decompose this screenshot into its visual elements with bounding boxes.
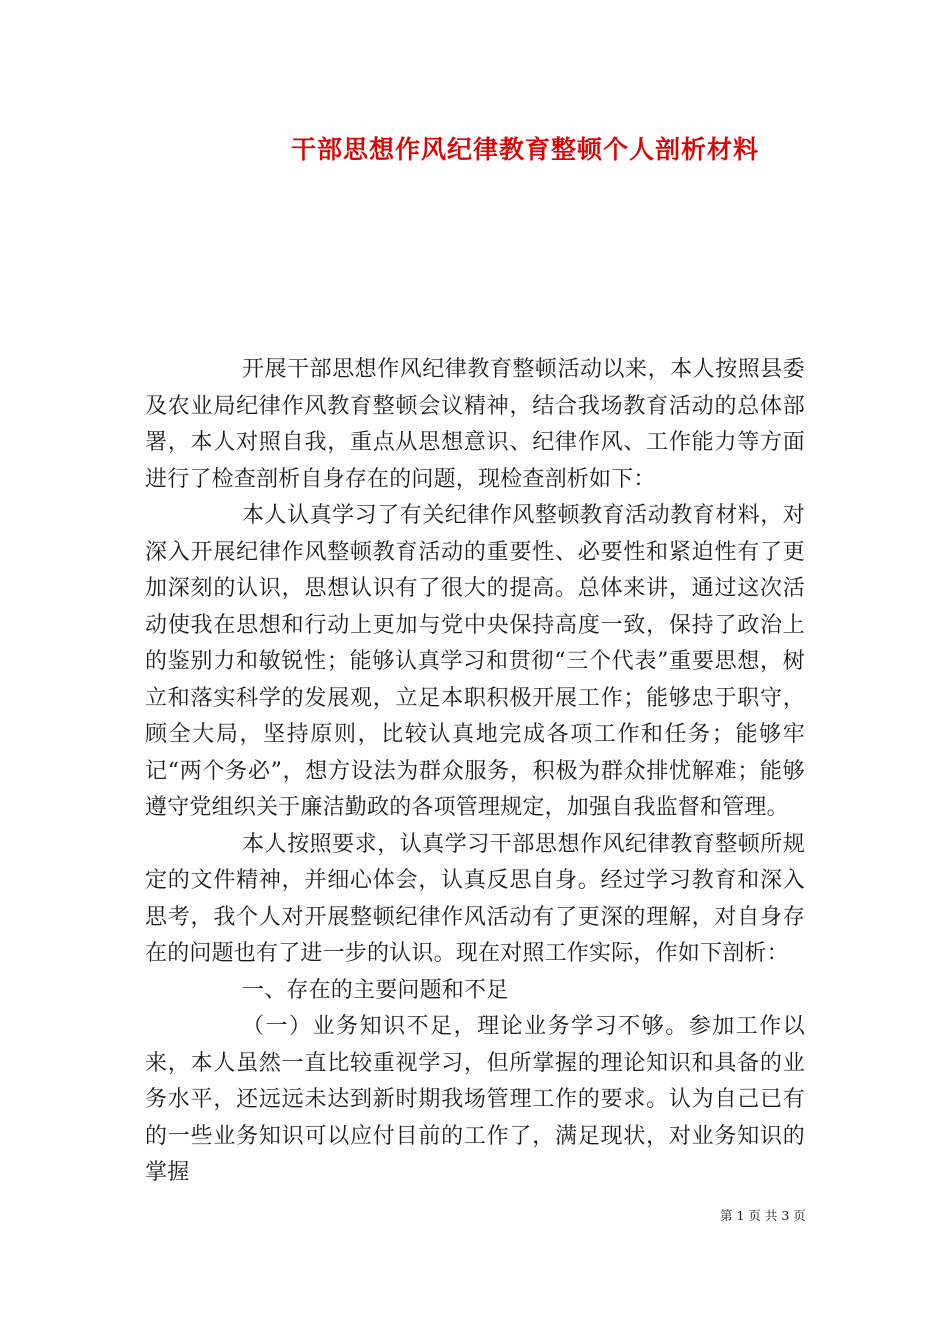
section-heading-problems: 一、存在的主要问题和不足 xyxy=(242,977,509,1003)
page-number-footer: 第 1 页 共 3 页 xyxy=(720,1208,806,1223)
paragraph-intro: 开展干部思想作风纪律教育整顿活动以来，本人按照县委及农业局纪律作风教育整顿会议精神，结合我场教育活动的总体部署，本人对照自我，重点从思想意识、纪律作风、工作能力等方面进行了检查剖析自身存在的问题，现检查剖析如下： xyxy=(145,357,805,492)
paragraph-problem-1: （一）业务知识不足，理论业务学习不够。参加工作以来，本人虽然一直比较重视学习，但所掌握的理论知识和具备的业务水平，还远远未达到新时期我场管理工作的要求。认为自己已有的一些业务知识可以应付目前的工作了，满足现状，对业务知识的掌握 xyxy=(145,1014,805,1185)
document-body xyxy=(145,352,805,1192)
paragraph-study: 本人认真学习了有关纪律作风整顿教育活动教育材料，对深入开展纪律作风整顿教育活动的重要性、必要性和紧迫性有了更加深刻的认识，思想认识有了很大的提高。总体来讲，通过这次活动使我在思想和行动上更加与党中央保持高度一致，保持了政治上的鉴别力和敏锐性；能够认真学习和贯彻“三个代表”重要思想，树立和落实科学的发展观，立足本职积极开展工作；能够忠于职守，顾全大局，坚持原则，比较认真地完成各项工作和任务；能够牢记“两个务必”，想方设法为群众服务，积极为群众排忧解难；能够遵守党组织关于廉洁勤政的各项管理规定，加强自我监督和管理。 xyxy=(145,503,805,820)
document-title: 干部思想作风纪律教育整顿个人剖析材料 xyxy=(290,135,759,164)
paragraph-reflection: 本人按照要求，认真学习干部思想作风纪律教育整顿所规定的文件精神，并细心体会，认真反思自身。经过学习教育和深入思考，我个人对开展整顿纪律作风活动有了更深的理解，对自身存在的问题也有了进一步的认识。现在对照工作实际，作如下剖析： xyxy=(145,831,805,966)
